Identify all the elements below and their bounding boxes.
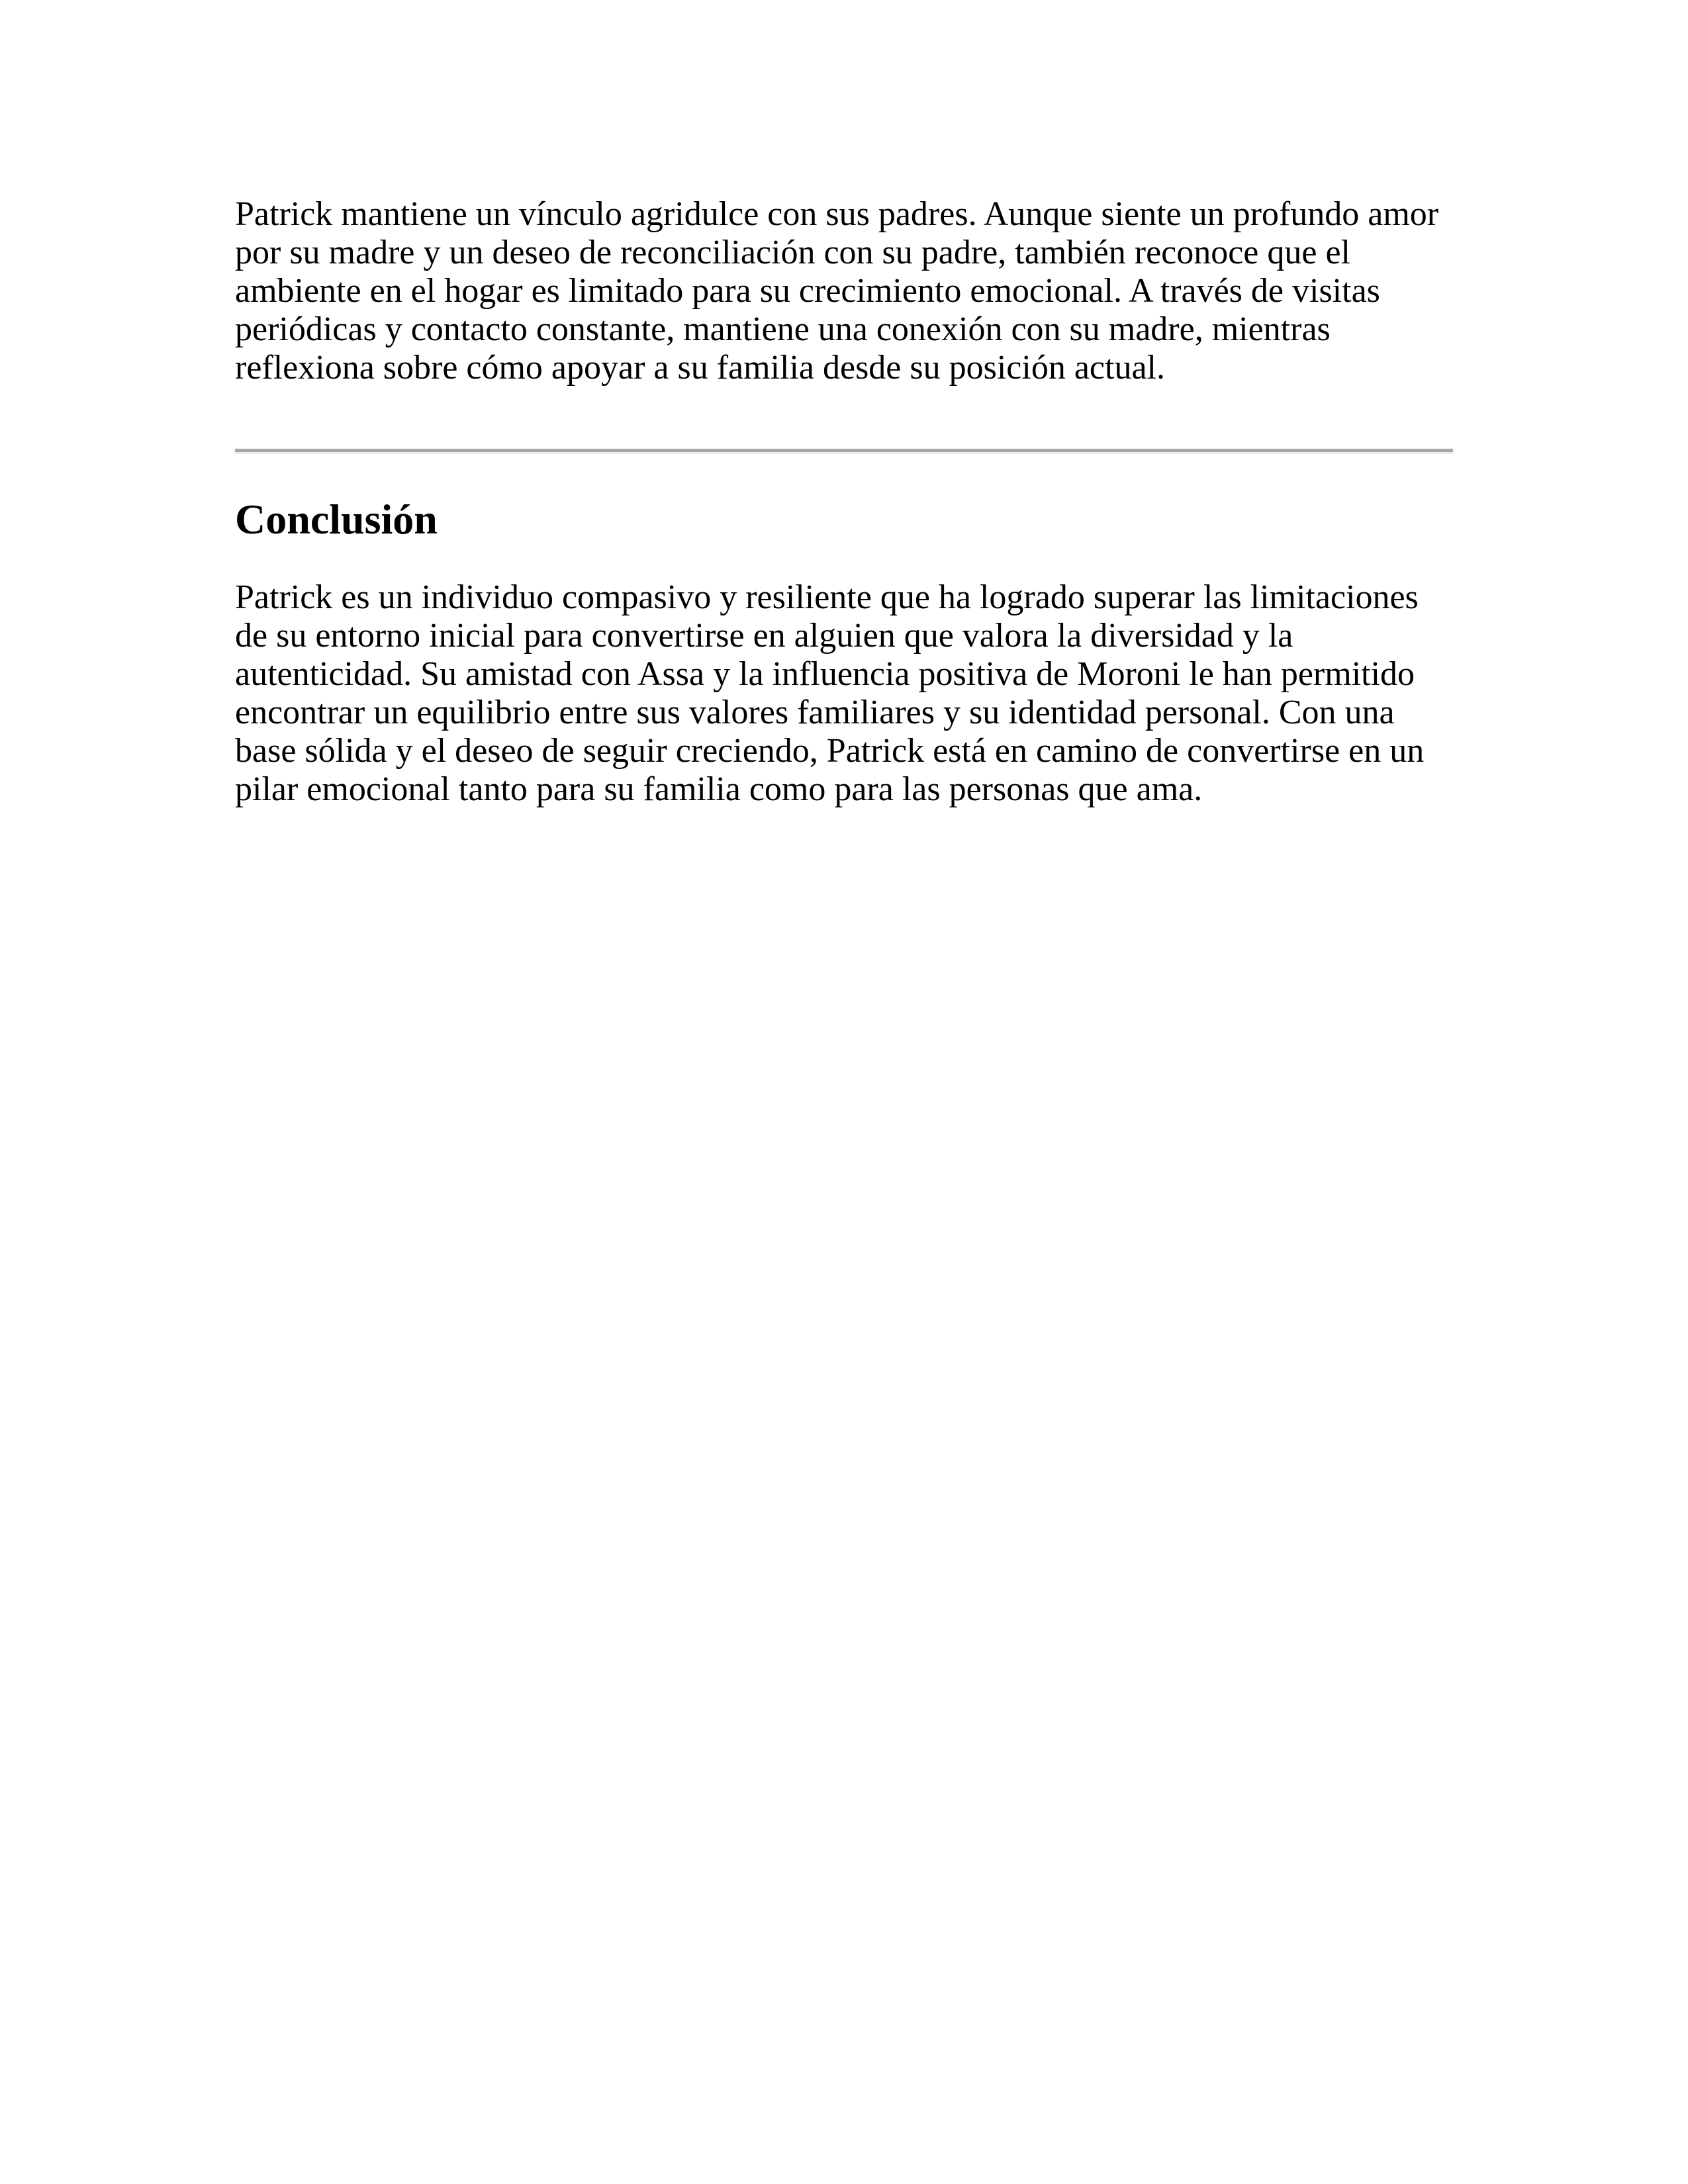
paragraph-family: Patrick mantiene un vínculo agridulce con sus padres. Aunque siente un profundo amor por su madre y un deseo de reconciliación con su padre, también reconoce que el ambiente en el hogar es limitado para su crecimiento emocional. A través de visitas periódicas y contacto constante, mantiene una conexión con su madre, mientras reflexiona sobre cómo apoyar a su familia desde su posición actual. <box>235 195 1439 387</box>
paragraph-conclusion: Patrick es un individuo compasivo y resiliente que ha logrado superar las limitaciones de su entorno inicial para convertirse en alguien que valora la diversidad y la autenticidad. Su amistad con Assa y la influencia positiva de Moroni le han permitido encontrar un equilibrio entre sus valores familiares y su identidad personal. Con una base sólida y el deseo de seguir creciendo, Patrick está en camino de convertirse en un pilar emocional tanto para su familia como para las personas que ama. <box>235 578 1425 808</box>
conclusion-heading: Conclusión <box>235 496 438 543</box>
horizontal-rule <box>235 449 1453 454</box>
